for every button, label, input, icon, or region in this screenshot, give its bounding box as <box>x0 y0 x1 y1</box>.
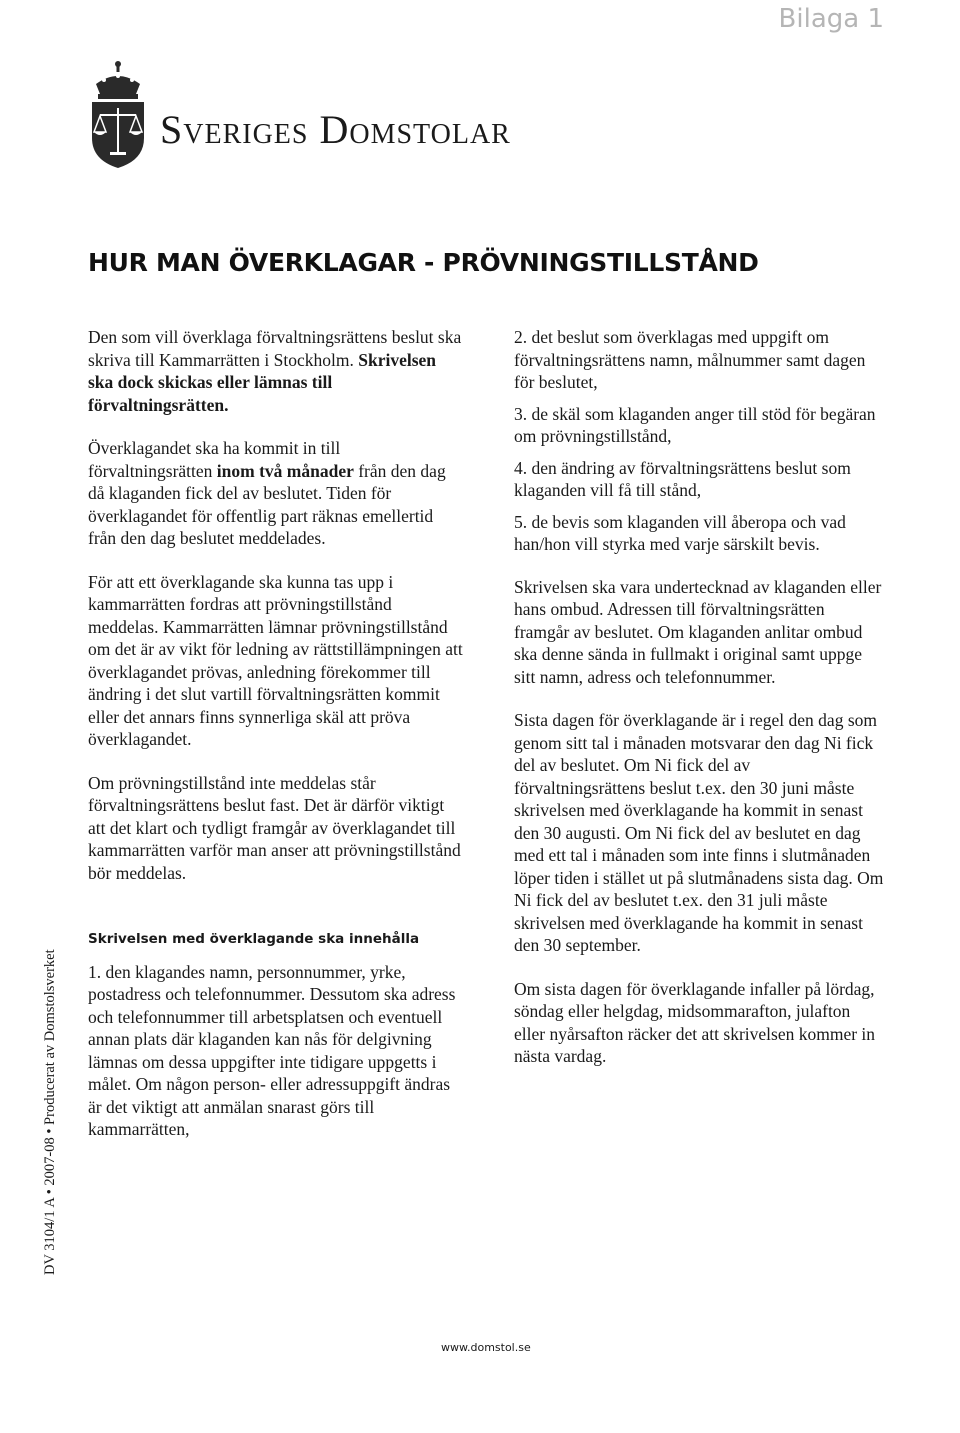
holiday-paragraph: Om sista dagen för överklagande infaller på lördag, söndag eller helgdag, midsommarafton, julafton eller nyårsafton räcker det att skrivelsen kommer in nästa vardag. <box>514 978 876 1066</box>
leave-to-appeal-paragraph: För att ett överklagande ska kunna tas upp i kammarrätten fordras att prövningstillstånd meddelas. Kammarrätten lämnar prövningstillstånd om det är av vikt för ledning av rättstillämpningen att överklagandet prövas, anledning förekommer till ändring i det slut vartill förvaltningsrätten kommit eller det annars finns synnerliga skäl att pröva överklagandet. <box>88 571 463 749</box>
intro-bold-note: Skrivelsen ska dock skickas eller lämnas till förvaltningsrätten. <box>88 349 437 415</box>
attachment-label: Bilaga 1 <box>778 4 884 34</box>
brand-name: Sveriges Domstolar <box>160 107 511 152</box>
last-day-paragraph: Sista dagen för överklagande är i regel den dag som genom sitt tal i månaden motsvarar den dag Ni fick del av beslutet. Om Ni fick del av förvaltningsrättens beslut t.ex. den 30 juni måste skrivelsen med överklagande ha kommit in senast den 30 augusti. Om Ni fick del av beslutet en dag med ett tal i månaden som inte finns i slutmånaden löper tiden i stället ut på slutmånadens sista dag. Om Ni fick del av beslutet t.ex. den 31 juli måste skrivelsen med överklagande ha kommit in senast den 30 september. <box>514 710 884 955</box>
deadline-paragraph: Överklagandet ska ha kommit in till förvaltningsrätten inom två månader från den dag då klaganden fick del av beslutet. Tiden för överklagandet för offentlig part räknas emellertid från den dag beslutet meddelades. <box>88 438 446 548</box>
footer-url: www.domstol.se <box>441 1341 531 1354</box>
court-emblem-icon <box>86 58 150 170</box>
contents-subheading: Skrivelsen med överklagande ska innehålla <box>88 931 420 947</box>
intro-paragraph: Den som vill överklaga förvaltningsrättens beslut ska skriva till Kammarrätten i Stockholm. Skrivelsen ska dock skickas eller lämnas till förvaltningsrätten. <box>88 327 462 415</box>
right-column <box>514 326 884 1089</box>
signature-paragraph: Skrivelsen ska vara undertecknad av klaganden eller hans ombud. Adressen till förvaltningsrätten framgår av beslutet. Om klaganden anlitar ombud ska denne sända in fullmakt i original samt uppge sitt namn, adress och telefonnummer. <box>514 576 882 687</box>
list-item-1: 1. den klagandes namn, personnummer, yrke, postadress och telefonnummer. Dessutom ska adress och telefonnummer till arbetsplatsen och eventuell annan plats där klaganden kan nås för delgivning lämnas om dessa uppgifter inte tidigare uppgetts i målet. Om någon person- eller adressuppgift ändras är det viktigt att anmälan snarast görs till kammarrätten, <box>88 961 456 1139</box>
list-item-4: 4. den ändring av förvaltningsrättens beslut som klaganden vill få till stånd, <box>514 457 851 500</box>
list-item-5: 5. de bevis som klaganden vill åberopa och vad han/hon vill styrka med varje särskilt bevis. <box>514 511 846 554</box>
deadline-bold: inom två månader <box>216 460 354 481</box>
left-column <box>88 326 463 1162</box>
side-form-code: DV 3104/1 A • 2007-08 • Producerat av Domstolsverket <box>42 949 58 1275</box>
list-item-3: 3. de skäl som klaganden anger till stöd för begäran om prövningstillstånd, <box>514 403 876 446</box>
page-title: HUR MAN ÖVERKLAGAR - PRÖVNINGSTILLSTÅND <box>88 248 759 277</box>
no-leave-paragraph: Om prövningstillstånd inte meddelas står förvaltningsrättens beslut fast. Det är därför viktigt att det klart och tydligt framgår av överklagandet till kammarrätten varför man anser att prövningstillstånd bör meddelas. <box>88 772 461 883</box>
list-item-2: 2. det beslut som överklagas med uppgift om förvaltningsrättens namn, målnummer samt dagen för beslutet, <box>514 327 866 392</box>
